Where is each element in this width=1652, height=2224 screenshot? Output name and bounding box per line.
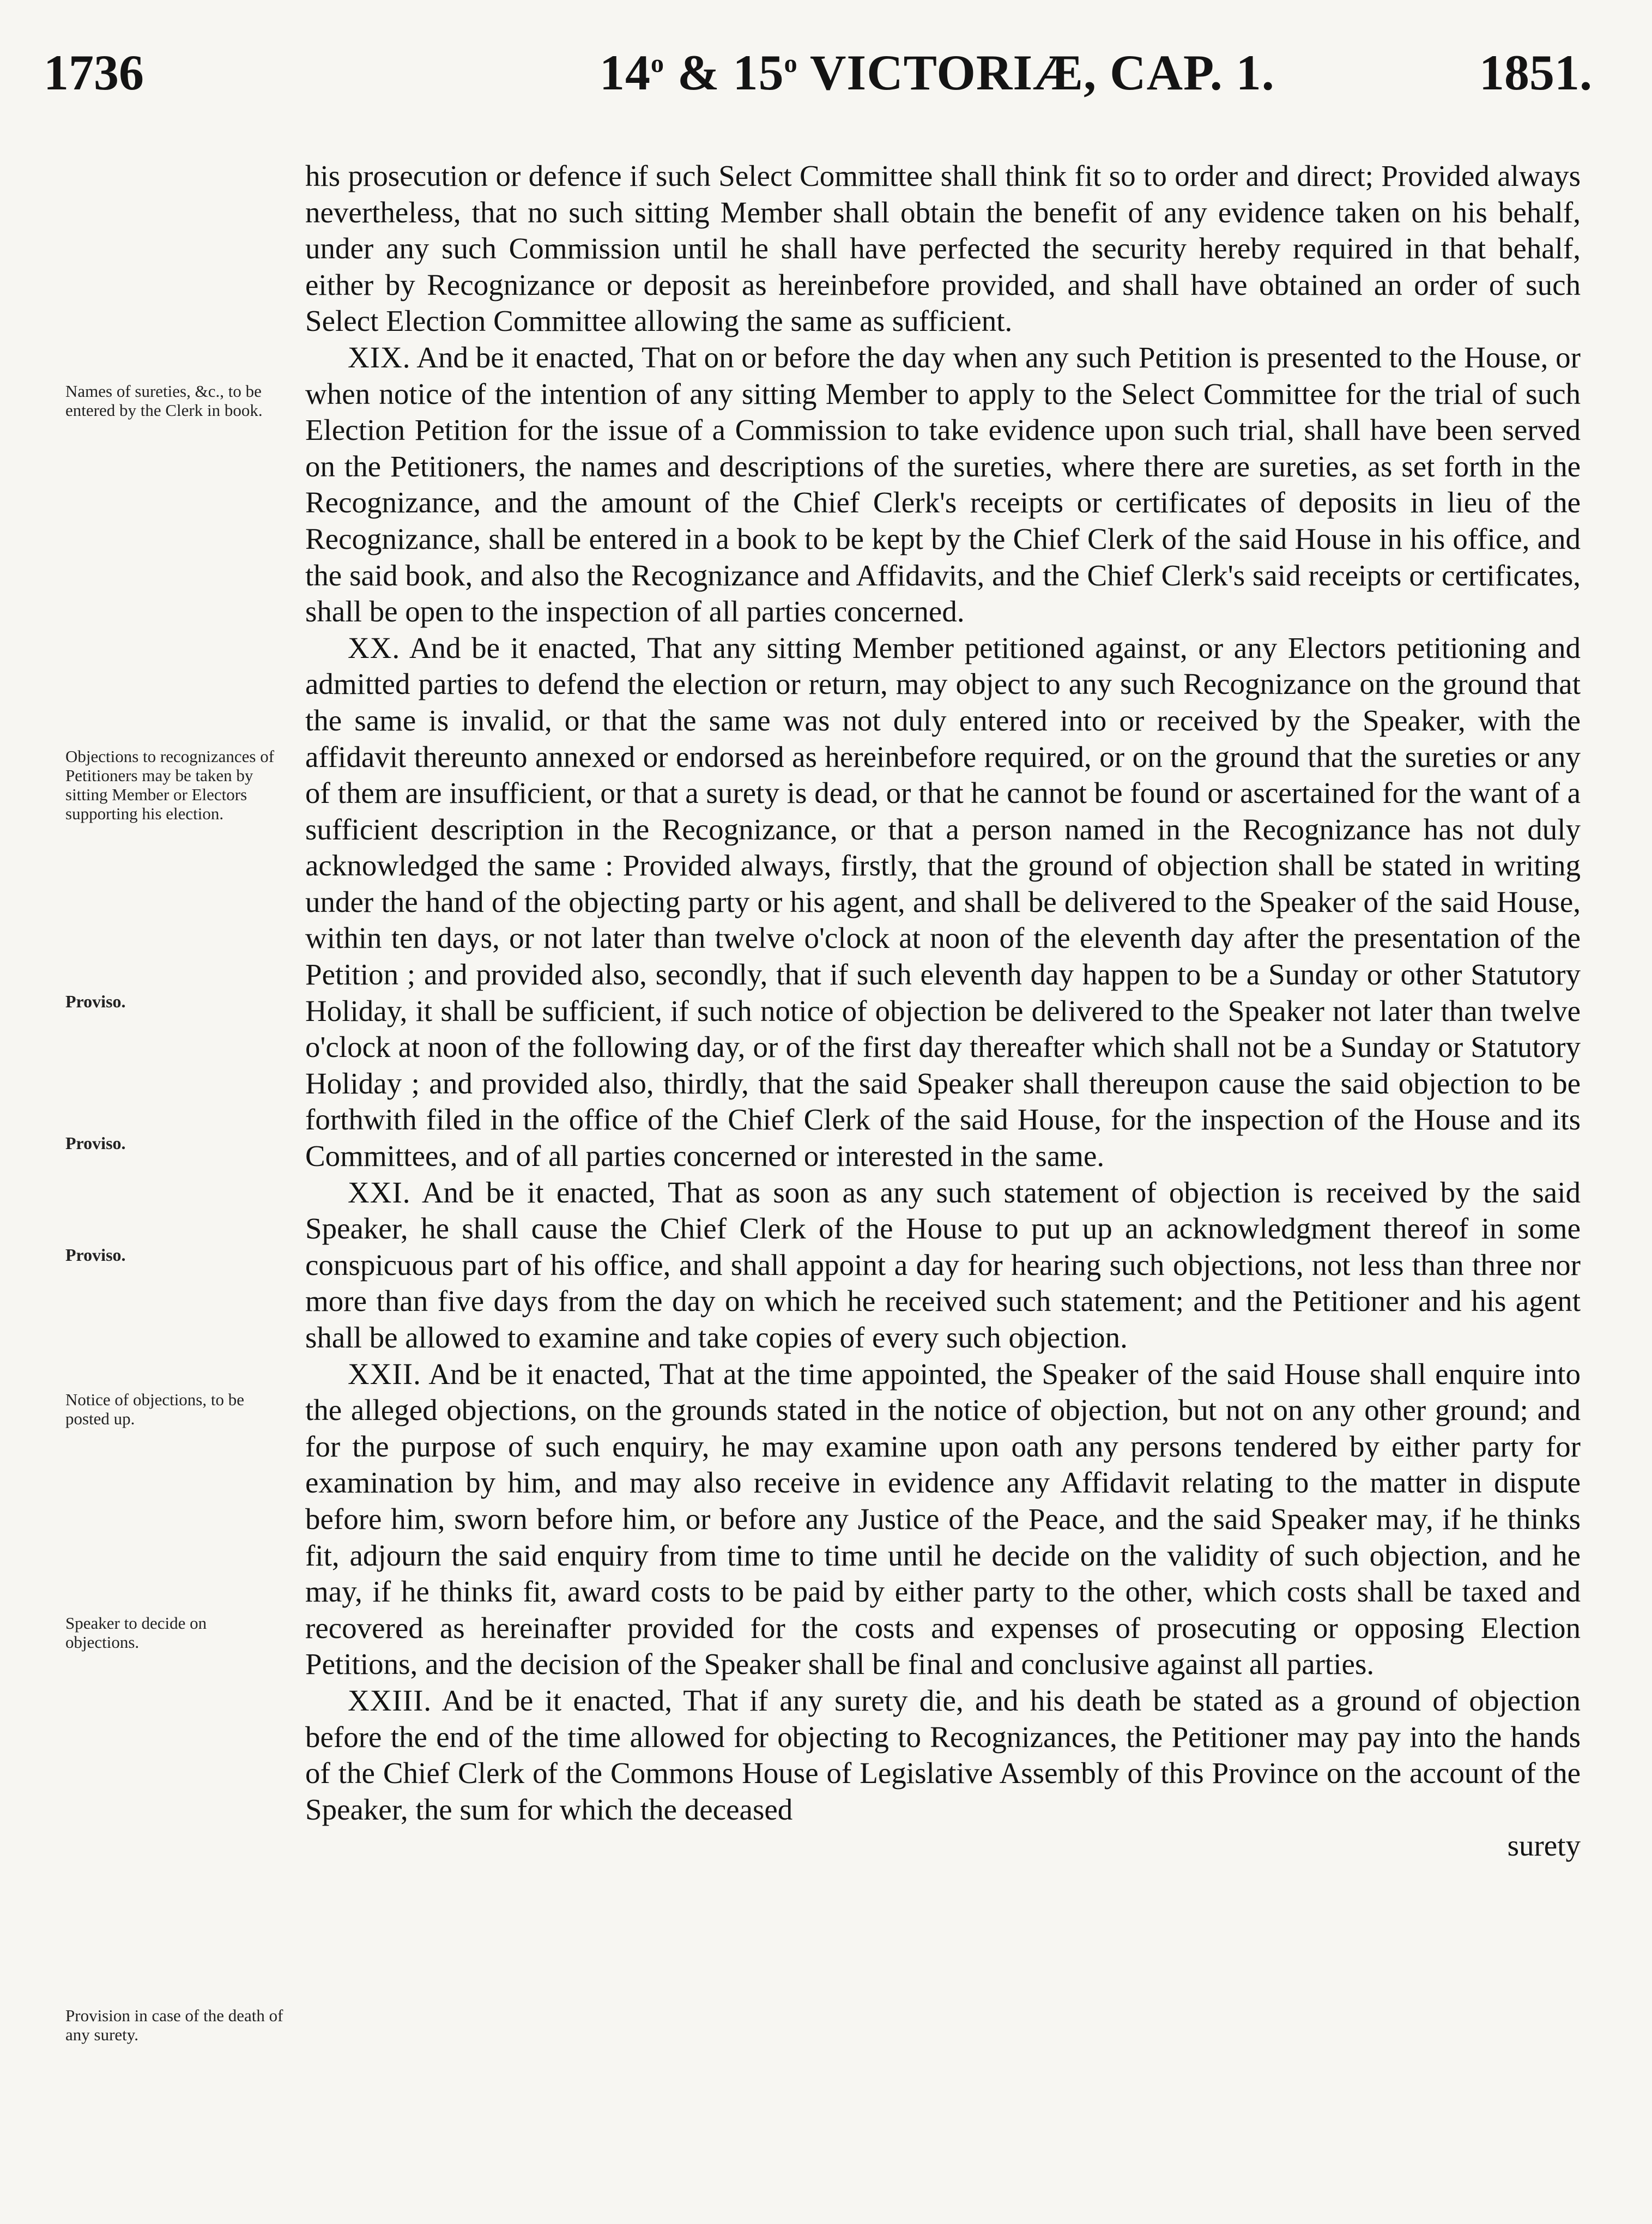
margin-note-proviso: Proviso.: [65, 1133, 126, 1153]
section-xix: XIX. And be it enacted, That on or before the day when any such Petition is presented to the House, or when notice of the intention of any sitting Member to apply to the Select Committee for the trial of such Election Petition for the issue of a Commission to take evidence upon such trial, shall have been served on the Petitioners, the names and descriptions of the sureties, where there are sureties, as set forth in the Recognizance, and the amount of the Chief Clerk's receipts or certificates of deposits in lieu of the Recognizance, shall be entered in a book to be kept by the Chief Clerk of the said House in his office, and the said book, and also the Recognizance and Affidavits, and the Chief Clerk's said receipts or certificates, shall be open to the inspection of all parties concerned.: [305, 340, 1581, 628]
margin-note: Notice of objections, to be posted up.: [65, 1390, 244, 1428]
margin-note: Provision in case of the death of any surety.: [65, 2006, 283, 2044]
act-title: 14$^o$ & 15$^o$ VICTORIÆ, CAP. 1.: [600, 45, 1275, 100]
section-number: XXI.: [348, 1175, 411, 1209]
section-xx: XX. And be it enacted, That any sitting Member petitioned against, or any Electors petitioning and admitted parties to defend the election or return, may object to any such Recognizance on the ground that the same is invalid, or that the same was not duly entered into or received by the Speaker, with the affidavit thereunto annexed or endorsed as hereinbefore required, or on the ground that the sureties or any of them are insufficient, or that a surety is dead, or that he cannot be found or ascertained for the want of a sufficient description in the Recognizance, or that a person named in the Recognizance has not duly acknowledged the same : Provided always, firstly, that the ground of objection shall be stated in writing under the hand of the objecting party or his agent, and shall be delivered to the Speaker of the said House, within ten days, or not later than twelve o'clock at noon of the eleventh day after the presentation of the Petition ; and provided also, secondly, that if such eleventh day happen to be a Sunday or other Statutory Holiday, it shall be sufficient, if such notice of objection be delivered to the Speaker not later than twelve o'clock at noon of the following day, or of the first day thereafter which shall not be a Sunday or Statutory Holiday ; and provided also, thirdly, that the said Speaker shall thereupon cause the said objection to be forthwith filed in the office of the Chief Clerk of the said House, for the inspection of the House and its Committees, and of all parties concerned or interested in the same.: [305, 631, 1581, 1173]
section-number: XIX.: [348, 340, 411, 374]
margin-note: Names of sureties, &c., to be entered by the Clerk in book.: [65, 382, 263, 420]
section-number: XXII.: [348, 1357, 421, 1391]
body-text: [305, 158, 1581, 1864]
page-number: 1736: [44, 45, 144, 100]
header-year: 1851.: [1479, 45, 1592, 100]
margin-note-proviso: Proviso.: [65, 1245, 126, 1265]
section-xxii: XXII. And be it enacted, That at the time appointed, the Speaker of the said House shall enquire into the alleged objections, on the grounds stated in the notice of objection, but not on any other ground; and for the purpose of such enquiry, he may examine upon oath any persons tendered by either party for examination by him, and may also receive in evidence any Affidavit relating to the matter in dispute before him, sworn before him, or before any Justice of the Peace, and the said Speaker may, if he thinks fit, adjourn the said enquiry from time to time until he decide on the validity of such objection, and he may, if he thinks fit, award costs to be paid by either party to the other, which costs shall be taxed and recovered as hereinafter provided for the costs and expenses of prosecuting or opposing Election Petitions, and the decision of the Speaker shall be final and conclusive against all parties.: [305, 1357, 1581, 1681]
margin-note: Speaker to decide on objections.: [65, 1613, 207, 1652]
section-number: XXIII.: [348, 1683, 432, 1717]
margin-note-proviso: Proviso.: [65, 992, 126, 1011]
margin-note: Objections to recognizances of Petitioners may be taken by sitting Member or Electors supporting his election.: [65, 747, 275, 823]
paragraph: his prosecution or defence if such Select Committee shall think fit so to order and direct; Provided always nevertheless, that no such sitting Member shall obtain the benefit of any evidence taken on his behalf, under any such Commission until he shall have perfected the security hereby required in that behalf, either by Recognizance or deposit as hereinbefore provided, and shall have obtained an order of such Select Election Committee allowing the same as sufficient.: [305, 159, 1581, 338]
section-number: XX.: [348, 631, 401, 664]
catchword: surety: [1507, 1829, 1581, 1863]
running-header: [44, 38, 1592, 120]
section-xxi: XXI. And be it enacted, That as soon as any such statement of objection is received by the said Speaker, he shall cause the Chief Clerk of the House to put up an acknowledgment thereof in some conspicuous part of his office, and shall appoint a day for hearing such objections, not less than three nor more than five days from the day on which he received such statement; and the Petitioner and his agent shall be allowed to examine and take copies of every such objection.: [305, 1175, 1581, 1354]
section-xxiii: XXIII. And be it enacted, That if any surety die, and his death be stated as a ground of objection before the end of the time allowed for objecting to Recognizances, the Petitioner may pay into the hands of the Chief Clerk of the Commons House of Legislative Assembly of this Province on the account of the Speaker, the sum for which the deceased: [305, 1683, 1581, 1826]
